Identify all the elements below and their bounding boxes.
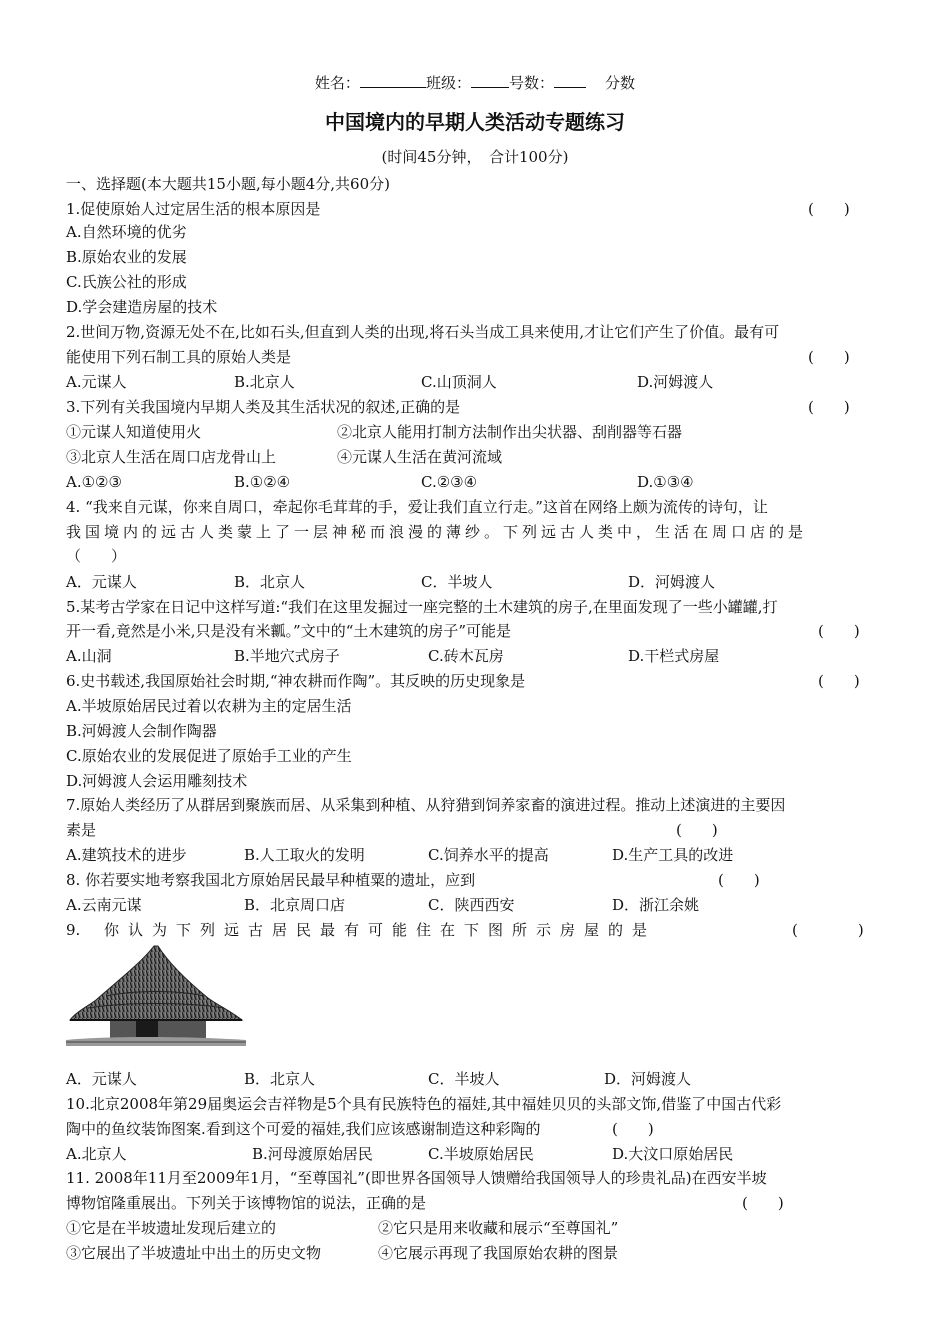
- question-3-statement-2: ②北京人能用打制方法制作出尖状器、刮削器等石器: [337, 423, 683, 441]
- question-2-option-d: D.河姆渡人: [637, 373, 714, 391]
- question-11-statement-3: ③它展出了半坡遗址中出土的历史文物: [66, 1244, 322, 1262]
- question-2-option-c: C.山顶洞人: [421, 373, 497, 391]
- question-5-option-b: B.半地穴式房子: [234, 647, 340, 665]
- question-5-answer-paren[interactable]: ( ): [818, 622, 860, 640]
- question-3-statement-4: ④元谋人生活在黄河流域: [337, 448, 503, 466]
- question-11-statement-4: ④它展示再现了我国原始农耕的图景: [378, 1244, 619, 1262]
- question-3-option-a: A.①②③: [66, 473, 122, 491]
- question-2-answer-paren[interactable]: ( ): [808, 348, 850, 366]
- question-4-option-a: A．元谋人: [66, 573, 137, 591]
- question-3-answer-paren[interactable]: ( ): [808, 398, 850, 416]
- question-5-option-a: A.山洞: [66, 647, 112, 665]
- page-subtitle: (时间45分钟， 合计100分): [381, 148, 569, 166]
- question-4-option-b: B．北京人: [234, 573, 306, 591]
- number-blank[interactable]: [554, 73, 586, 88]
- question-6-option-d: D.河姆渡人会运用雕刻技术: [66, 772, 248, 790]
- class-label: 班级：: [425, 74, 471, 92]
- question-11-stem-line1: 11. 2008年11月至2009年1月，“至尊国礼”(即世界各国领导人馈赠给我国领导人的珍贵礼品)在西安半坡: [66, 1169, 767, 1187]
- question-3-option-d: D.①③④: [637, 473, 694, 491]
- question-1-stem: 1.促使原始人过定居生活的根本原因是: [66, 200, 321, 218]
- question-10-option-b: B.河母渡原始居民: [252, 1145, 373, 1163]
- question-5-stem-line1: 5.某考古学家在日记中这样写道:“我们在这里发掘过一座完整的土木建筑的房子,在里面发现了一些小罐罐,打: [66, 598, 778, 616]
- question-6-answer-paren[interactable]: ( ): [818, 672, 860, 690]
- question-5-stem-line2: 开一看,竟然是小米,只是没有米瓤。”文中的“土木建筑的房子”可能是: [66, 622, 512, 640]
- question-9-option-d: D．河姆渡人: [604, 1070, 692, 1088]
- question-1-option-a: A.自然环境的优劣: [66, 223, 187, 241]
- question-1-option-c: C.氏族公社的形成: [66, 273, 187, 291]
- question-4-option-c: C．半坡人: [421, 573, 493, 591]
- question-2-stem-line1: 2.世间万物,资源无处不在,比如石头,但直到人类的出现,将石头当成工具来使用,才让它们产生了价值。最有可: [66, 323, 780, 341]
- question-1-option-d: D.学会建造房屋的技术: [66, 298, 218, 316]
- question-10-option-d: D.大汶口原始居民: [612, 1145, 734, 1163]
- question-4-answer-paren[interactable]: （ ）: [66, 547, 127, 565]
- question-6-option-b: B.河姆渡人会制作陶器: [66, 722, 217, 740]
- question-7-option-c: C.饲养水平的提高: [428, 846, 549, 864]
- question-10-option-a: A.北京人: [66, 1145, 127, 1163]
- question-10-stem-line1: 10.北京2008年第29届奥运会吉祥物是5个具有民族特色的福娃,其中福娃贝贝的头部文饰,借鉴了中国古代彩: [66, 1095, 782, 1113]
- question-8-stem: 8. 你若要实地考察我国北方原始居民最早种植粟的遗址，应到: [66, 871, 476, 889]
- question-2-stem-line2: 能使用下列石制工具的原始人类是: [66, 348, 292, 366]
- question-6-stem: 6.史书载述,我国原始社会时期,“神农耕而作陶”。其反映的历史现象是: [66, 672, 526, 690]
- question-8-answer-paren[interactable]: ( ): [718, 871, 760, 889]
- question-11-statement-1: ①它是在半坡遗址发现后建立的: [66, 1219, 277, 1237]
- question-5-option-c: C.砖木瓦房: [428, 647, 504, 665]
- question-2-option-b: B.北京人: [234, 373, 295, 391]
- question-9-stem: 你认为下列远古居民最有可能住在下图所示房屋的是: [104, 921, 657, 939]
- class-blank[interactable]: [471, 73, 509, 88]
- question-10-answer-paren[interactable]: ( ): [612, 1120, 654, 1138]
- student-info-header: [0, 72, 950, 93]
- question-8-option-c: C．陕西西安: [428, 896, 515, 914]
- question-7-answer-paren[interactable]: ( ): [676, 821, 718, 839]
- number-label: 号数：: [508, 74, 554, 92]
- question-9-option-a: A．元谋人: [66, 1070, 137, 1088]
- question-10-option-c: C.半坡原始居民: [428, 1145, 534, 1163]
- question-7-option-b: B.人工取火的发明: [244, 846, 365, 864]
- question-6-option-a: A.半坡原始居民过着以农耕为主的定居生活: [66, 697, 352, 715]
- question-8-option-d: D．浙江余姚: [612, 896, 700, 914]
- question-3-statement-1: ①元谋人知道使用火: [66, 423, 202, 441]
- section-heading: 一、选择题(本大题共15小题,每小题4分,共60分): [66, 175, 390, 193]
- question-3-option-b: B.①②④: [234, 473, 291, 491]
- score-label: 分数: [605, 74, 636, 92]
- question-7-option-a: A.建筑技术的进步: [66, 846, 187, 864]
- question-9-option-b: B．北京人: [244, 1070, 316, 1088]
- question-4-stem-line2: 我国境内的远古人类蒙上了一层神秘而浪漫的薄纱。下列远古人类中，生活在周口店的是: [66, 523, 808, 541]
- question-3-option-c: C.②③④: [421, 473, 478, 491]
- question-9-option-c: C．半坡人: [428, 1070, 500, 1088]
- question-11-answer-paren[interactable]: ( ): [742, 1194, 784, 1212]
- question-4-stem-line1: 4. “我来自元谋，你来自周口，牵起你毛茸茸的手，爱让我们直立行走。”这首在网络上颇为流传的诗句，让: [66, 498, 768, 516]
- question-10-stem-line2: 陶中的鱼纹装饰图案.看到这个可爱的福娃,我们应该感谢制造这种彩陶的: [66, 1120, 541, 1138]
- name-label: 姓名：: [314, 74, 360, 92]
- question-8-option-b: B．北京周口店: [244, 896, 346, 914]
- question-3-statement-3: ③北京人生活在周口店龙骨山上: [66, 448, 277, 466]
- question-1-option-b: B.原始农业的发展: [66, 248, 187, 266]
- question-7-stem-line1: 7.原始人类经历了从群居到聚族而居、从采集到种植、从狩猎到饲养家畜的演进过程。推动上述演进的主要因: [66, 796, 786, 814]
- question-11-stem-line2: 博物馆隆重展出。下列关于该博物馆的说法，正确的是: [66, 1194, 427, 1212]
- question-4-option-d: D．河姆渡人: [628, 573, 716, 591]
- question-2-option-a: A.元谋人: [66, 373, 127, 391]
- question-1-answer-paren[interactable]: ( ): [808, 200, 850, 218]
- question-9-number: 9.: [66, 921, 81, 939]
- question-6-option-c: C.原始农业的发展促进了原始手工业的产生: [66, 747, 352, 765]
- question-5-option-d: D.干栏式房屋: [628, 647, 720, 665]
- question-9-answer-paren[interactable]: ( ): [792, 921, 864, 939]
- name-blank[interactable]: [360, 73, 426, 88]
- page-title: 中国境内的早期人类活动专题练习: [325, 110, 625, 134]
- thatched-hut-image: [66, 940, 246, 1055]
- question-7-option-d: D.生产工具的改进: [612, 846, 734, 864]
- question-7-stem-line2: 素是: [66, 821, 97, 839]
- question-11-statement-2: ②它只是用来收藏和展示“至尊国礼”: [378, 1219, 619, 1237]
- question-3-stem: 3.下列有关我国境内早期人类及其生活状况的叙述,正确的是: [66, 398, 461, 416]
- question-8-option-a: A.云南元谋: [66, 896, 142, 914]
